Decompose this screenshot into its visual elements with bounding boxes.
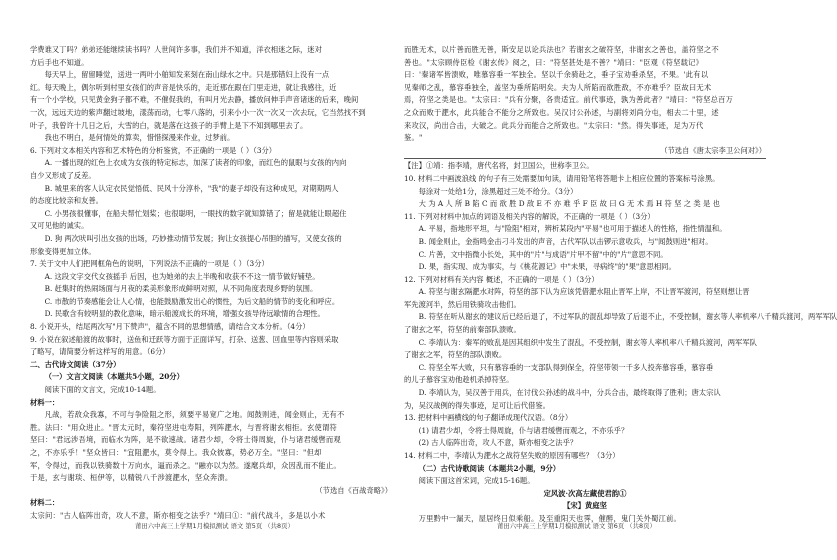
- right-text-line: 了谢玄之军，符坚的部队溃败。: [404, 350, 507, 360]
- right-text-line: 曰：'秦诸军皆溃败，唯慕容垂一军独全。坚以千余骑赴之，垂子宝劝垂杀坚，不果。'此有以: [404, 70, 709, 80]
- right-text-line: 13. 把材料中画横线的句子翻译成现代汉语。（8分）: [404, 413, 573, 423]
- left-text-line: 材料一：: [30, 397, 60, 407]
- right-text-line: A. 平易，指地形平坦，与"险阻"相对，辨析某段内"平易"也可用于描述人的性格，指性情温和。: [418, 224, 727, 234]
- right-text-line: （二）古代诗歌阅读（本题共2小题，9分）: [418, 463, 561, 473]
- left-text-line: 自少又形成了反差。: [30, 170, 96, 180]
- left-text-line: 一次，远远天边的紫声翻过坡地，漾荡而动，七零八落的，引来小小一次一次又一次去玩，它当然找不到: [30, 107, 366, 117]
- right-text-line: 而胜无术，以片善而胜无善，斯安足以论兵法也？若谢玄之破符坚，非谢玄之善也，盖符坚之不: [404, 45, 719, 54]
- left-text-line: 9. 小说在叙述船渡的故事时，送鱼和迁跃等方面于正面详写，打杂、送葱、回血里等内容则采取: [30, 334, 339, 344]
- right-text-line: C. 李靖认为：秦军的败乱是因其组织中发生了混乱，不受控制，谢玄等人率机率八千精兵渡河，两军军队: [418, 337, 757, 347]
- left-text-line: 胜。法曰："用众进止。"晋太元时，秦符坚进屯寿阳，列阵淝水，与晋将谢玄相拒。玄使谓符: [30, 422, 337, 432]
- right-text-line: (2) 古人临阵出奇，攻人不意，斯亦相变之法乎？: [418, 438, 578, 448]
- left-text-line: 的态度比较亲和友善。: [30, 196, 103, 206]
- left-text-line: 有一个小学校，只见黄金狗子都不难，不催促我的，有叫月光去静，播放问伸手声音诸迷的后来，晚间: [30, 95, 359, 105]
- right-text-line: 定风波·次高左藏使君韵①: [543, 488, 627, 498]
- left-text-line: 我也不明白，是何情处的算卖，惜惜探漫来作业，过梦前。: [44, 133, 235, 143]
- right-text-line: 万里黔中一漏天，屋居终日似乘船。及至重阳天也霁，催醉，鬼门关外蜀江前。: [418, 513, 681, 523]
- right-text-line: A. 符坚与谢玄隔淝水对阵，符坚的部下认为应该凭借淝水阻止晋军上岸，不让晋军渡河，符坚则想让晋: [418, 287, 750, 297]
- right-text-line: B. 闻金则止，金指鸣金击刁斗发出的声音，古代军队以击锣示意收兵，与"闻鼓则进"相对。: [418, 236, 713, 246]
- right-text-line: 大 为 A 人 所 B 陷 C 而 欲 胜 D 敌 E 不 亦 难 乎 F 臣 故 曰 G 无 术 焉 H 符 坚 之 类 是 也: [418, 199, 720, 209]
- right-text-line: （节选自《唐太宗李卫公问对》）: [660, 145, 766, 155]
- right-text-line: C. 片善，文中指微小长处，其中的"片"与成语"片甲不留"中的"片"意思不同。: [418, 249, 668, 259]
- left-text-line: 之，不亦乐乎！"坚众皆曰："宜阻淝水，莫令得上。我众彼寡，势必万全。"坚曰："但却: [30, 448, 322, 457]
- left-text-line: 7. 关于文中人们把网框角色的说明，下列说法不正确的一项是（ ）（3分）: [30, 259, 269, 269]
- left-text-line: C. 市散的节奏感能会让人心情，也能鼓励激发出心的惯性，为后文船的情节的变化和呼应。: [44, 296, 340, 306]
- right-text-line: 焉，符坚之类是也。"太宗曰："兵有分聚，各贵适宜。前代事迹，孰为善此者？"靖曰："符坚总百万: [404, 95, 734, 105]
- right-text-line: 了谢玄之军，符坚的前秦部队溃败。: [404, 325, 521, 335]
- right-text-line: 12. 下列对材料有关内容 概述，不正确的一项是（ ）（3分）: [404, 274, 599, 284]
- left-text-line: 形象变得更加立体。: [30, 246, 96, 256]
- right-text-line: 军先渡河半，然后用铁骑攻击他们。: [404, 299, 521, 309]
- right-text-line: 见秦师之乱，慕容垂独全，盖坚为垂所陷明矣。夫为人所陷而欲胜敌，不亦难乎？臣故曰无术: [404, 82, 712, 92]
- left-text-line: D. 狗 两次吠叫引出女孩的出场，巧妙推动情节发展；狗让女孩提心吊胆的描写，又使女孩的: [44, 233, 342, 243]
- left-text-line: 二、古代诗文阅读（37分）: [30, 359, 121, 369]
- right-text-line: 来攻汉，尚出合击，大破之。此兵分而能合之所致也。"太宗曰："然。得失事迹，足为万代: [404, 120, 704, 130]
- left-text-line: 阅读下面的文言文，完成10-14题。: [44, 385, 161, 395]
- left-text-line: 于是，玄与谢琰、桓伊等，以精锐八千涉渡淝水，坚众奔溃。: [30, 473, 233, 483]
- left-text-line: B. 城里来的客人认定衣民觉悟低、民风十分淳朴，"我"的妻子却没有这种成见，对期期两人: [44, 183, 339, 193]
- page-footer-left: 莆田六中高三上学期1月模拟测试 语文 第5页 （共8页）: [135, 522, 294, 530]
- left-text-line: 每天早上，留留睡觉，送进一两叶小舶知发来刻在南山绿水之中。只是那错妇上没有一点: [44, 70, 330, 80]
- left-text-line: 凡战，若敌众我寡，不可与争险阻之形，须要平易宽广之地。闻鼓则进，闻金则止，无有不: [44, 410, 345, 420]
- right-text-line: 14. 材料二中，李靖认为淝水之战符坚失败的原因有哪些？（3分）: [404, 451, 620, 460]
- left-text-line: A. 一播出现的红色上衣成为女孩的特定标志，加深了读者的印象，而红色的鼠眼与女孩的内向: [44, 158, 347, 168]
- right-text-line: 善也。"太宗顾侍臣检《谢玄传》阅之，曰："符坚甚处是不善？"靖曰："臣观《符坚载记》: [404, 57, 704, 67]
- right-text-line: 鉴。": [404, 133, 423, 143]
- left-text-line: A. 这段文字交代女孩摇手 后因，也为她弟的去上半晚和收获不不这一情节做好铺垫。: [44, 271, 320, 281]
- left-text-line: 了略写，请简要分析这样写的用意。（6分）: [30, 347, 170, 357]
- left-text-line: B. 赶集时的热闹场面与月夜的柔美形象形成鲜明对照，从不同角度表现乡野的氛围。: [44, 284, 318, 294]
- left-text-line: （节选自《百战奇略》）: [315, 485, 392, 495]
- right-text-line: C. 符坚全军大败，只有慕容垂的一支部队得到保全，符坚带领一千多人投奔慕容垂，慕容垂: [418, 362, 714, 372]
- right-text-line: 之众而败于淝水，此兵能合不能分之所致也。吴汉讨公孙述，与副将刘尚分屯，相去二十里，述: [404, 107, 719, 117]
- right-text-line: 【宋】黄庭坚: [563, 501, 607, 511]
- right-text-line: 11. 下列对材料中加点的词语及相关内容的解说，不正确的一项是（ ）（3分）: [404, 211, 655, 221]
- right-text-line: 每涂对一处给1分，涂黑超过三处不给分。（3分）: [418, 186, 578, 196]
- left-text-line: 材料二：: [30, 498, 60, 508]
- left-text-line: 学费谁又丁吗？弟弟还能继续读书吗？人世间许多事，我们并不知道，洋衣相迷之际，迷对: [30, 45, 322, 54]
- left-text-line: 方后手也不知道。: [30, 57, 89, 67]
- right-text-line: 【注】①靖：指李靖，唐代名将，封卫国公，世称李卫公。: [404, 161, 594, 171]
- right-text-line: (1) 请君少却，令将士得周旋，仆与诸君缓辔而观之，不亦乐乎？: [418, 425, 629, 435]
- left-text-line: 8. 小说开头，结尾两次写"月下赞声"，蕴含不同的思想情感，请结合文本分析。（4分）: [30, 322, 310, 332]
- left-text-line: 太宗问："古人临阵出奇，攻人不意，斯亦相变之法乎？"靖曰①："前代战斗，多是以小术: [30, 510, 326, 520]
- section-divider: [404, 158, 766, 159]
- left-text-line: D. 民歌含有较明显的教化意味，暗示船渡成长的环境，增强女孩导待远歇情的合理性。: [44, 309, 325, 319]
- right-text-line: 10. 材料二中画波浪线 的句子有三处需要加句读，请用铅笔将答题卡上相应位置的答案标号涂黑。: [404, 173, 720, 183]
- left-page-column: [30, 44, 392, 523]
- left-text-line: （一）文言文阅读（本题共5小题，20分）: [44, 372, 184, 382]
- left-text-line: 6. 下列对文本相关内容和艺术特色的分析鉴赏，不正确的一项是（ ）（3分）: [30, 145, 277, 155]
- left-text-line: 红。每天晚上，偶尔听到村里女孩们的声音是快乐的，走近那在跟在门里走进，就让我感往，近: [30, 82, 337, 92]
- left-text-line: 叶子，我曾许十几日之后，大雪的白，就是落在这孩子的手臂上是下不知到哪里去了。: [30, 120, 308, 130]
- right-text-line: D. 李靖认为，吴汉善于用兵，在讨伐公孙述的战斗中，分兵合击，最终取得了胜利；唐太宗认: [418, 388, 721, 398]
- left-text-line: 又可见他的诚实。: [30, 221, 89, 231]
- page-footer-right: 莆田六中高三上学期1月模拟测试 语文 第6页 （共8页）: [497, 522, 656, 530]
- right-page-column: [404, 44, 837, 526]
- right-text-line: 阅读下面这首宋词，完成15-16题。: [418, 476, 535, 486]
- left-text-line: 军，令得过，而我以铁骑数十万向水，逼而杀之。"融亦以为然。遂麾兵却，众因乱而不能止。: [30, 460, 341, 470]
- left-text-line: 坚曰："君远涉吾境，而临水为阵，是不欲速战。诸君少却，令将士得周旋，仆与诸君缓辔而观: [30, 435, 341, 445]
- left-text-line: C. 小男孩很懂事，在船夫帮忙划桨；也很聪明，一眼找的数字就知算错了；留是就能让眼超住: [44, 208, 347, 218]
- right-text-line: B. 符坚在听从谢玄的建议后已经后退了，不过军队的混乱却导致了后退不止，不受控制，谢玄等人率机率八千精兵渡河，两军军队: [418, 312, 837, 322]
- right-text-line: 为，吴汉战例的得失事迹，足可让后代借鉴。: [404, 400, 550, 410]
- right-text-line: 的儿子慕容宝劝他趁机杀掉符坚。: [404, 375, 514, 385]
- right-text-line: D. 果，指实现、成为事实，与《桃花源记》中"未果，寻病终"的"果"意思相同。: [418, 262, 676, 272]
